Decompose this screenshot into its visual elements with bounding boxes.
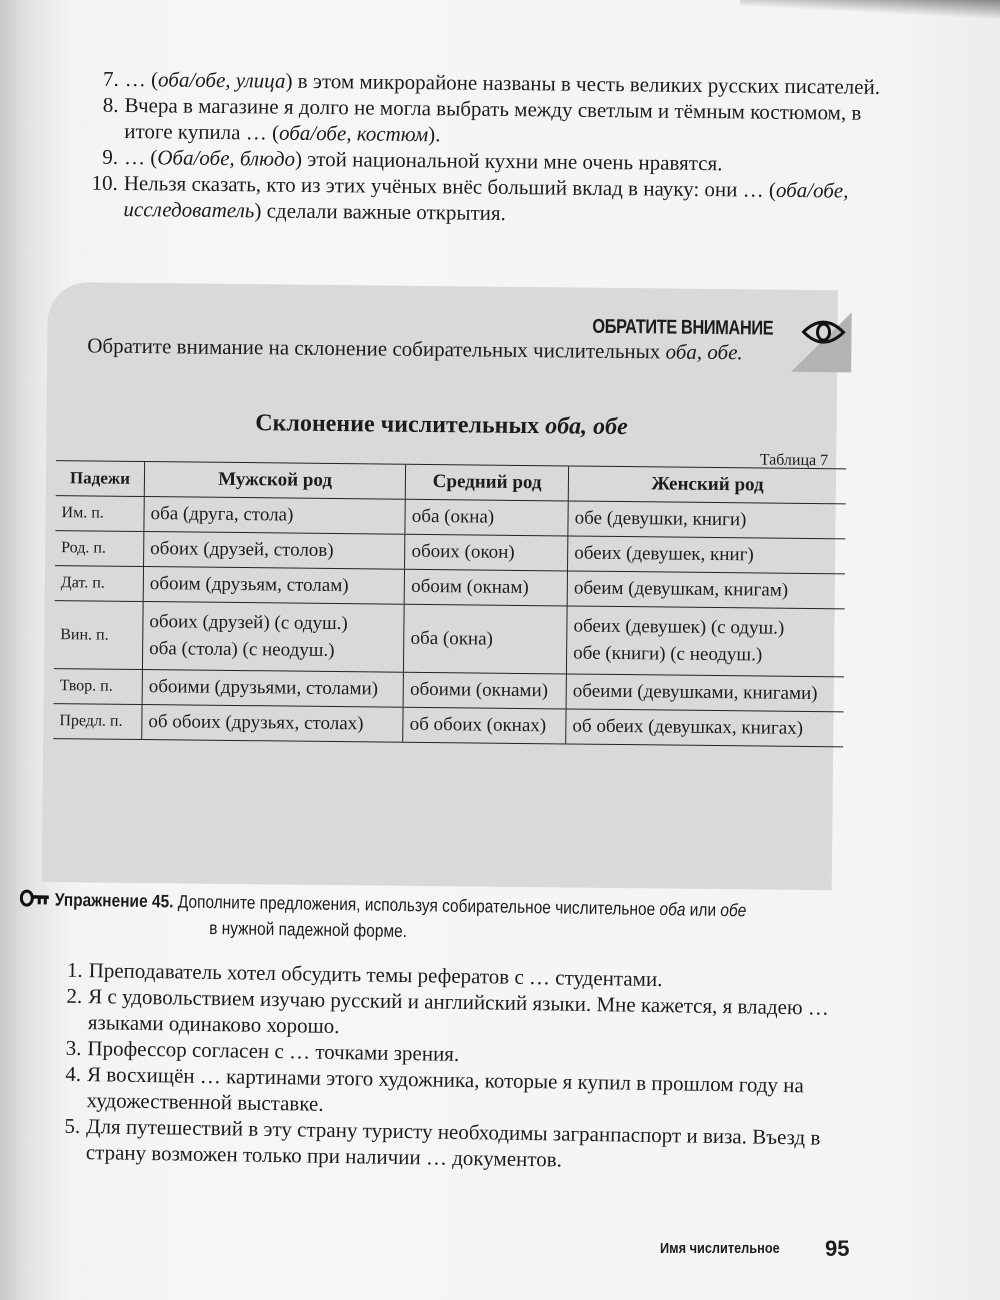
attention-text-main: Обратите внимание на склонение собирательных числительных — [87, 333, 661, 364]
item-number: 1. — [66, 957, 83, 982]
item-hint: Оба/обе, блюдо — [157, 145, 296, 171]
item-number: 7. — [102, 66, 119, 91]
item-hint: оба/обе, костюм — [278, 120, 429, 147]
cell-neuter — [403, 672, 566, 709]
exercise-word-obe: обе — [720, 900, 747, 921]
cell-line: обеих (девушек, книг) — [574, 542, 754, 566]
cell-masculine — [142, 705, 404, 743]
cell-line: обеим (девушкам, книгам) — [573, 577, 789, 601]
item-number: 9. — [102, 144, 119, 169]
key-icon — [20, 889, 50, 907]
cell-neuter — [403, 707, 566, 744]
footer-section-title: Имя числительное — [660, 1240, 780, 1257]
list-item — [91, 170, 899, 230]
cell-line: обеих (девушек) (с одуш.) — [573, 615, 785, 639]
item-text: … ( — [124, 66, 159, 92]
cell-line: оба (стола) (с неодуш.) — [149, 638, 335, 662]
case-cell: Твор. п. — [54, 669, 143, 705]
cell-feminine — [568, 536, 846, 574]
cell-neuter — [404, 569, 567, 606]
cell-line: обоим (окнам) — [411, 575, 529, 599]
header-case: Падежи — [56, 461, 145, 497]
page-corner-shadow — [740, 0, 1000, 20]
table-row — [53, 704, 843, 747]
exercise-word-oba: оба — [659, 899, 686, 920]
item-text: … ( — [123, 144, 158, 170]
cell-neuter — [405, 499, 568, 536]
item-number: 5. — [64, 1113, 81, 1138]
attention-heading: ОБРАТИТЕ ВНИМАНИЕ — [592, 315, 774, 340]
list-item — [102, 92, 900, 152]
cell-line: об обоих (окнах) — [409, 713, 547, 737]
exercise-label: Упражнение 45. — [54, 889, 174, 912]
table-number: Таблица 7 — [759, 451, 829, 470]
list-item — [64, 1113, 877, 1177]
cell-masculine — [143, 567, 405, 605]
exercise-instruction: Дополните предложения, используя собирательное числительное — [177, 891, 656, 919]
item-number: 8. — [102, 92, 119, 117]
item-number: 3. — [65, 1035, 82, 1060]
cell-feminine — [567, 606, 845, 677]
item-text: Я с удовольствием изучаю русский и английский языки. Мне кажется, я владею … языками одинаково хорошо. — [87, 984, 830, 1039]
table-title-italic: оба, обе — [545, 413, 628, 441]
attention-box — [42, 282, 838, 890]
header-neuter: Средний род — [406, 464, 569, 501]
exercise-items — [64, 957, 879, 1177]
cell-masculine — [144, 532, 406, 570]
cell-line: оба (окна) — [410, 627, 494, 650]
item-number: 10. — [91, 170, 118, 195]
item-number: 4. — [65, 1061, 82, 1086]
exercise-heading — [54, 887, 769, 950]
item-text: Профессор согласен с … точками зрения. — [87, 1036, 460, 1066]
exercise-or: или — [689, 899, 717, 920]
cell-line: обе (книги) (с неодуш.) — [573, 642, 763, 666]
case-cell: Дат. п. — [55, 566, 144, 602]
item-text: ). — [428, 122, 441, 147]
cell-line: об обеих (девушках, книгах) — [572, 715, 804, 739]
item-text: ) этой национальной кухни мне очень нравятся. — [294, 146, 723, 176]
case-cell: Вин. п. — [54, 601, 143, 670]
header-feminine: Женский род — [568, 466, 846, 504]
item-text: Для путешествий в эту страну туристу необходимы загранпаспорт и виза. Въезд в страну возможен только при наличии … документов. — [85, 1114, 821, 1172]
page-footer — [660, 1236, 850, 1261]
cell-line: обоим (друзьям, столам) — [149, 573, 349, 597]
cell-line: обе (девушки, книги) — [574, 507, 747, 531]
table-title-main: Склонение числительных — [255, 410, 540, 440]
item-text: Вчера в магазине я долго не могла выбрать между светлым и тёмным костюмом, в итоге купила … ( — [124, 92, 862, 145]
cell-neuter — [404, 604, 568, 674]
page-number: 95 — [825, 1236, 850, 1261]
case-cell: Предл. п. — [53, 704, 142, 740]
item-text: Нельзя сказать, кто из этих учёных внёс больший вклад в науку: они … ( — [123, 170, 777, 202]
cell-line: обоих (друзей) (с одуш.) — [149, 611, 348, 635]
cell-masculine — [144, 497, 406, 535]
cell-line: обоими (окнами) — [409, 678, 549, 702]
cell-line: оба (окна) — [411, 505, 495, 528]
cell-feminine — [567, 571, 845, 609]
declension-table — [53, 460, 846, 747]
item-text: Преподаватель хотел обсудить темы рефератов с … студентами. — [88, 958, 663, 992]
cell-line: оба (друга, стола) — [150, 503, 294, 526]
cell-neuter — [405, 534, 568, 571]
case-cell: Им. п. — [55, 496, 144, 532]
item-hint: оба/обе, исследователь — [123, 177, 849, 223]
cell-line: обеими (девушками, книгами) — [572, 680, 818, 705]
cell-feminine — [566, 674, 844, 712]
case-cell: Род. п. — [55, 531, 144, 567]
cell-feminine — [568, 501, 846, 539]
item-text: Я восхищён … картинами этого художника, которые я купил в прошлом году на художественной выставке. — [86, 1062, 805, 1116]
item-text: ) сделали важные открытия. — [254, 198, 506, 225]
item-hint: оба/обе, улица — [157, 67, 286, 93]
cell-line: об обоих (друзьях, столах) — [148, 711, 364, 735]
header-masculine: Мужской род — [144, 462, 406, 500]
cell-line: обоих (окон) — [411, 540, 515, 563]
table-row — [54, 601, 845, 677]
previous-exercise-items — [91, 66, 900, 230]
item-text: ) в этом микрорайоне названы в честь великих русских писателей. — [285, 68, 881, 99]
cell-masculine — [142, 602, 404, 673]
cell-feminine — [566, 709, 844, 747]
cell-line: обоими (друзьями, столами) — [148, 676, 379, 700]
table-title — [46, 408, 836, 443]
exercise-instruction-end: в нужной падежной форме. — [209, 917, 408, 942]
cell-masculine — [142, 670, 404, 708]
item-number: 2. — [66, 983, 83, 1008]
cell-line: обоих (друзей, столов) — [150, 538, 334, 562]
attention-text-italic: оба, обе. — [665, 339, 743, 365]
